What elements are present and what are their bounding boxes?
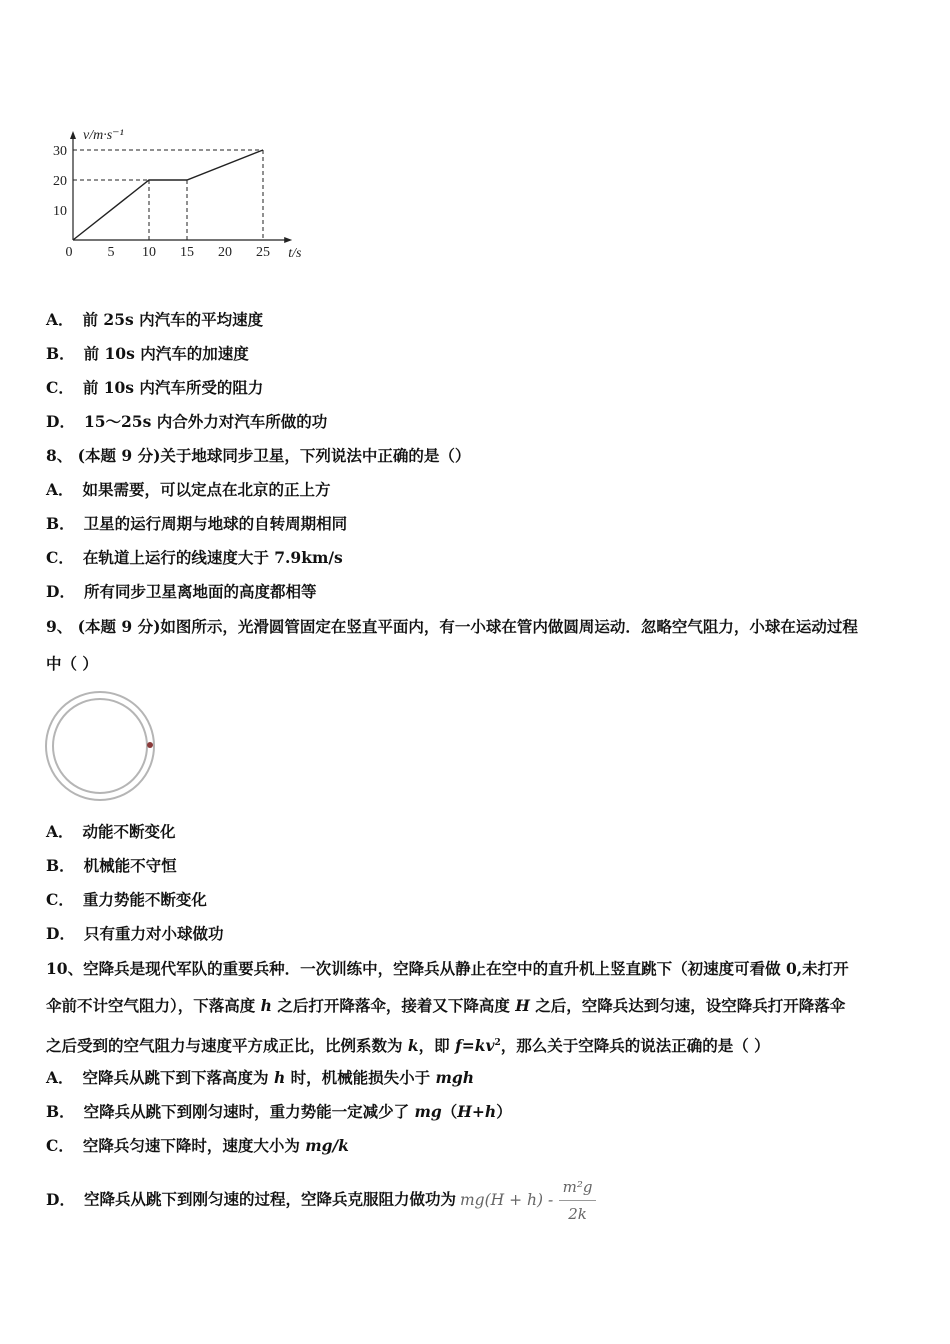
x-axis-arrow	[284, 237, 292, 243]
q9-option-c: C． 重力势能不断变化	[46, 890, 207, 909]
origin-label: 0	[65, 245, 73, 260]
q7-option-c: C． 前 10s 内汽车所受的阻力	[46, 378, 264, 397]
x-tick-label: 25	[256, 245, 270, 260]
q10-stem-line1: 10、空降兵是现代军队的重要兵种．一次训练中，空降兵从静止在空中的直升机上竖直跳下（初速度可看做 0,未打开	[46, 959, 849, 978]
velocity-time-graph	[30, 110, 350, 280]
y-axis-label: v/m·s⁻¹	[83, 128, 124, 143]
q9-option-d: D． 只有重力对小球做功	[46, 924, 224, 943]
q7-option-b: B． 前 10s 内汽车的加速度	[46, 344, 249, 363]
velocity-line	[73, 150, 263, 240]
q10-stem-line3: 之后受到的空气阻力与速度平方成正比，比例系数为 k，即 $f=kv^2$，那么关于空降兵的说法正确的是（ ）	[46, 1036, 770, 1056]
q8-stem: 8、 (本题 9 分)关于地球同步卫星，下列说法中正确的是（）	[46, 446, 471, 465]
q10-option-b: B． 空降兵从跳下到刚匀速时，重力势能一定减少了 mg（H+h）	[46, 1102, 512, 1121]
x-tick-label: 15	[180, 245, 194, 260]
work-expression: mg(H + h) -	[459, 1190, 554, 1209]
q9-stem-line2: 中（ ）	[46, 654, 98, 673]
q8-option-b: B． 卫星的运行周期与地球的自转周期相同	[46, 514, 348, 533]
q8-option-a: A． 如果需要，可以定点在北京的正上方	[46, 480, 331, 499]
y-axis-arrow	[70, 131, 76, 139]
q10-option-a: A． 空降兵从跳下到下落高度为 h 时，机械能损失小于 mgh	[46, 1068, 475, 1087]
fraction: $\frac{\text{m²g}}{2k}$	[559, 1176, 597, 1225]
q10-stem-line2: 伞前不计空气阻力），下落高度 h 之后打开降落伞，接着又下降高度 H 之后，空降兵达到匀速，设空降兵打开降落伞	[46, 996, 846, 1015]
y-tick-label: 20	[53, 174, 67, 189]
x-axis-label: t/s	[288, 246, 302, 261]
q7-option-d: D． 15～25s 内合外力对汽车所做的功	[46, 412, 328, 431]
ball	[147, 742, 153, 748]
x-tick-label: 5	[107, 245, 115, 260]
q7-option-a: A． 前 25s 内汽车的平均速度	[46, 310, 264, 329]
y-tick-label: 30	[53, 144, 67, 159]
x-tick-label: 20	[218, 245, 232, 260]
q8-option-c: C． 在轨道上运行的线速度大于 7.9km/s	[46, 548, 343, 567]
q10-option-d: D． 空降兵从跳下到刚匀速的过程，空降兵克服阻力做功为 mg(H + h) - $\frac{\text{m²g}}{2k}$	[46, 1176, 596, 1225]
q9-stem-line1: 9、 (本题 9 分)如图所示，光滑圆管固定在竖直平面内，有一小球在管内做圆周运动．忽略空气阻力，小球在运动过程	[46, 617, 858, 636]
y-tick-label: 10	[53, 204, 67, 219]
q10-option-c: C． 空降兵匀速下降时，速度大小为 mg/k	[46, 1136, 349, 1155]
q9-option-a: A． 动能不断变化	[46, 822, 176, 841]
circular-tube-figure	[40, 686, 160, 806]
x-tick-label: 10	[142, 245, 156, 260]
tube-inner-wall	[53, 699, 147, 793]
q9-option-b: B． 机械能不守恒	[46, 856, 177, 875]
q8-option-d: D． 所有同步卫星离地面的高度都相等	[46, 582, 317, 601]
tube-outer-wall	[46, 692, 154, 800]
